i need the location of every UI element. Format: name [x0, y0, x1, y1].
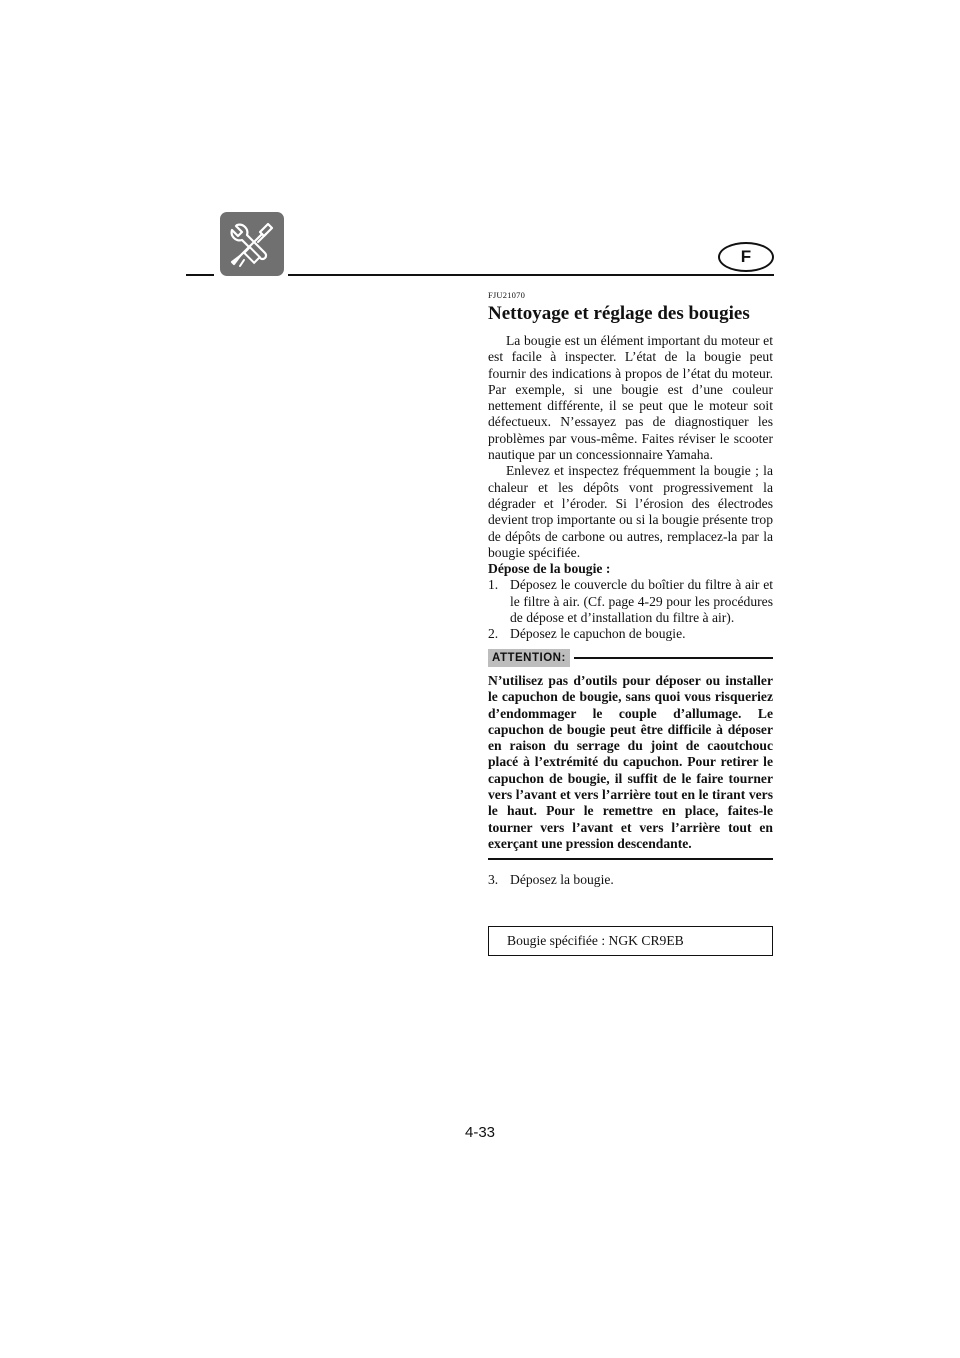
header-rule-right — [288, 274, 774, 276]
list-item — [488, 872, 773, 888]
step-number: 3. — [488, 871, 499, 887]
paragraph-intro: La bougie est un élément important du moteur et est facile à inspecter. L’état de la bougie peut fournir des indications à propos de l’état du moteur. Par exemple, si une bougie est d’une couleur nettement différente, il se peut que le moteur soit défectueux. N’essayez pas de diagnostiquer les problèmes par vous-même. Faites réviser le scooter nautique par un concessionnaire Yamaha. — [488, 333, 773, 463]
list-item — [488, 626, 773, 642]
step-text: Déposez le couvercle du boîtier du filtre à air et le filtre à air. (Cf. page 4-29 pour les procédures de dépose et d’installation du filtre à air). — [510, 577, 773, 626]
attention-rule — [574, 657, 773, 659]
section-title: Nettoyage et réglage des bougies — [488, 303, 750, 324]
language-badge: F — [718, 242, 774, 272]
subheading-removal: Dépose de la bougie : — [488, 561, 611, 577]
maintenance-section-badge — [220, 212, 284, 276]
step-number: 2. — [488, 626, 499, 642]
tools-icon — [220, 212, 284, 276]
attention-text: N’utilisez pas d’outils pour déposer ou installer le capuchon de bougie, sans quoi vous risqueriez d’endommager le couple d’allumage. Le capuchon de bougie peut être difficile à déposer en raison du serrage du joint de caoutchouc placé à l’extrémité du capuchon. Pour retirer le capuchon de bougie, il suffit de le faire tourner vers l’avant et vers l’arrière tout en le tirant vers le haut. Pour le remettre en place, faites-le tourner vers l’avant et vers l’arrière tout en exerçant une pression descendante. — [488, 672, 773, 851]
page-number: 4-33 — [464, 1124, 496, 1141]
step-text: Déposez le capuchon de bougie. — [510, 626, 686, 642]
content-column — [488, 290, 773, 888]
header-rule-left — [186, 274, 214, 276]
list-item — [488, 577, 773, 626]
section-code: FJU21070 — [488, 290, 526, 300]
paragraph-inspection: Enlevez et inspectez fréquemment la bougie ; la chaleur et les dépôts vont progressivement la dégrader et l’éroder. Si l’érosion des électrodes devient trop importante ou si la bougie présente trop de dépôts de carbone ou autres, remplacez-la par la bougie spécifiée. — [488, 463, 773, 560]
spec-text: Bougie spécifiée : NGK CR9EB — [507, 933, 684, 948]
attention-header — [488, 649, 773, 667]
step-number: 1. — [488, 577, 499, 593]
attention-label: ATTENTION: — [488, 649, 570, 667]
attention-end-rule — [488, 858, 773, 860]
step-text: Déposez la bougie. — [510, 871, 614, 887]
spec-box — [488, 926, 773, 956]
